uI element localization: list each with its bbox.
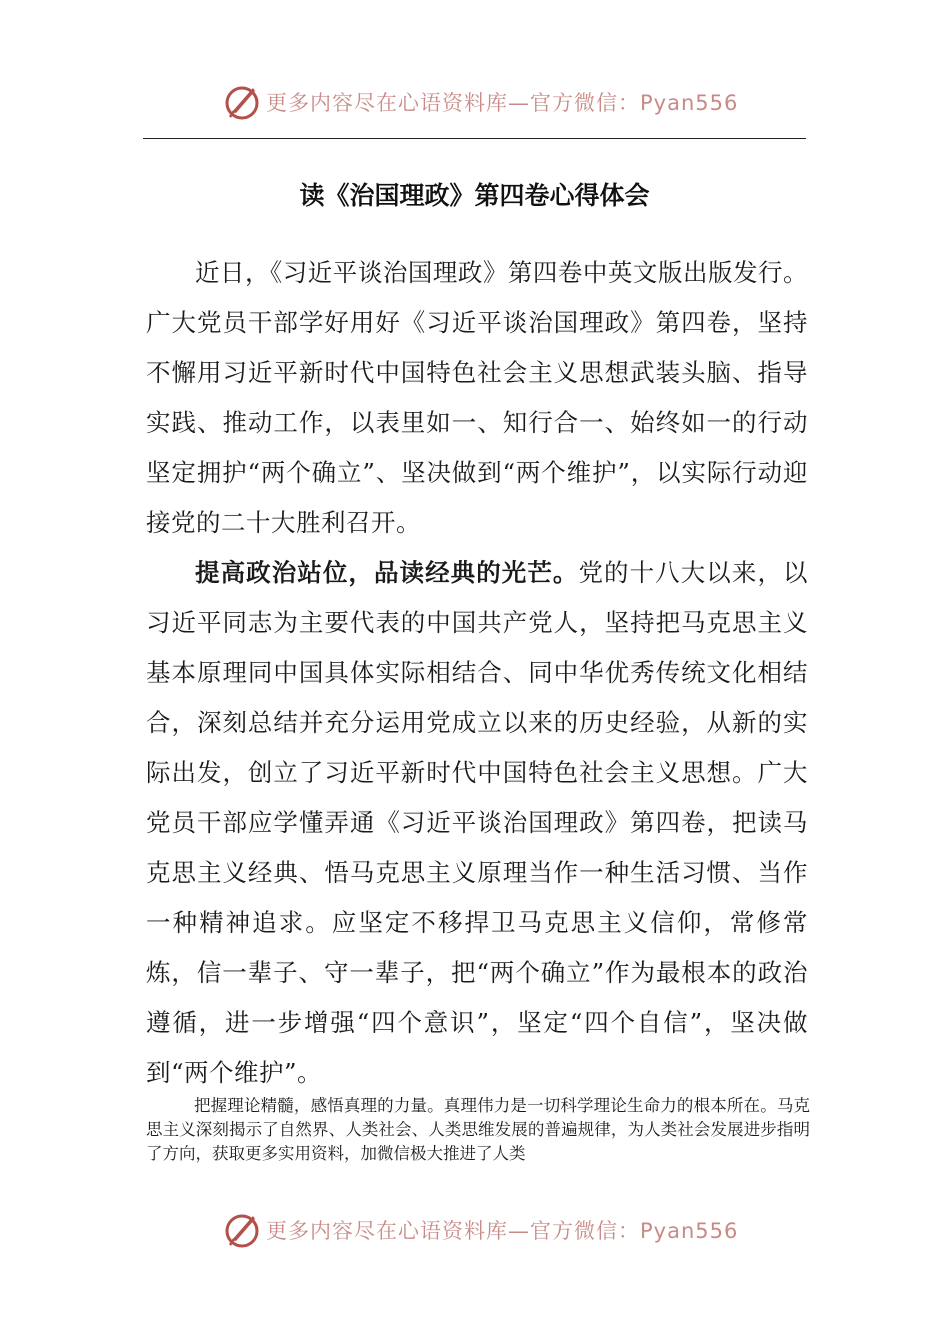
paragraph-1-text: 近日，《习近平谈治国理政》第四卷中英文版出版发行。广大党员干部学好用好《习近平谈治国理政》第四卷，坚持不懈用习近平新时代中国特色社会主义思想武装头脑、指导实践、推动工作，以表里如一、知行合一、始终如一的行动坚定拥护“两个确立”、坚决做到“两个维护”，以实际行动迎接党的二十大胜利召开。 (146, 258, 808, 537)
paragraph-2-lead: 提高政治站位，品读经典的光芒。 (195, 558, 579, 587)
paragraph-1 (146, 248, 808, 548)
header-divider (143, 138, 806, 139)
quill-logo-icon (222, 1210, 262, 1250)
small-text-block (146, 1094, 810, 1166)
quill-logo-icon (222, 82, 262, 122)
header-banner (222, 82, 742, 122)
paragraph-2-text: 党的十八大以来，以习近平同志为主要代表的中国共产党人，坚持把马克思主义基本原理同中国具体实际相结合、同中华优秀传统文化相结合，深刻总结并充分运用党成立以来的历史经验，从新的实际出发，创立了习近平新时代中国特色社会主义思想。广大党员干部应学懂弄通《习近平谈治国理政》第四卷，把读马克思主义经典、悟马克思主义原理当作一种生活习惯、当作一种精神追求。应坚定不移捍卫马克思主义信仰，常修常炼，信一辈子、守一辈子，把“两个确立”作为最根本的政治遵循，进一步增强“四个意识”，坚定“四个自信”，坚决做到“两个维护”。 (146, 558, 809, 1087)
small-paragraph: 把握理论精髓，感悟真理的力量。真理伟力是一切科学理论生命力的根本所在。马克思主义深刻揭示了自然界、人类社会、人类思维发展的普遍规律，为人类社会发展进步指明了方向，获取更多实用资料，加微信极大推进了人类 (146, 1096, 810, 1163)
banner-text: 更多内容尽在心语资料库—官方微信：Pyan556 (266, 1219, 739, 1243)
footer-banner (222, 1210, 742, 1250)
document-body (146, 248, 808, 1098)
banner-text: 更多内容尽在心语资料库—官方微信：Pyan556 (266, 91, 739, 115)
document-title: 读《治国理政》第四卷心得体会 (299, 181, 650, 210)
paragraph-2 (146, 548, 808, 1098)
